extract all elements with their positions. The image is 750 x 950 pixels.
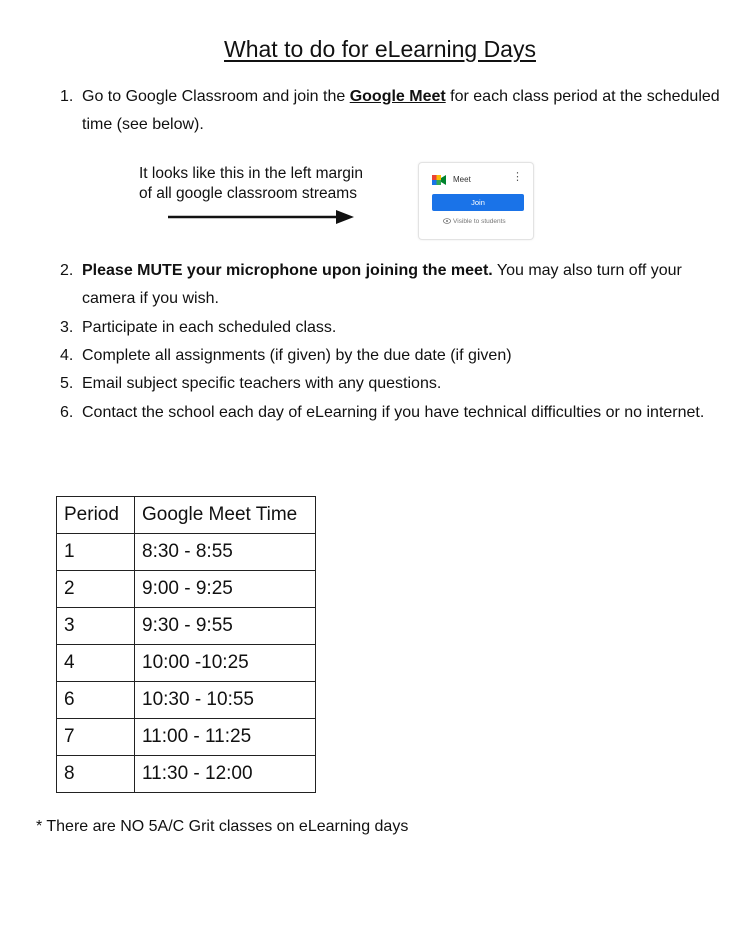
eye-icon [443,218,451,224]
table-row [57,571,316,608]
time-cell: 11:30 - 12:00 [135,756,316,793]
table-row [57,645,316,682]
more-options-icon[interactable]: ⋮ [512,171,523,183]
column-header-period: Period [57,497,135,534]
table-row [57,608,316,645]
google-meet-link[interactable]: Google Meet [349,88,446,105]
period-cell: 2 [57,571,135,608]
period-cell: 4 [57,645,135,682]
visibility-note: Visible to students [443,218,506,225]
meet-label: Meet [453,175,471,184]
table-row [57,756,316,793]
table-row [57,682,316,719]
time-cell: 9:30 - 9:55 [135,608,316,645]
period-cell: 3 [57,608,135,645]
step-3: 3. Participate in each scheduled class. [60,319,337,336]
step-2: 2. Please MUTE your microphone upon joining the meet. You may also turn off your camera if you wish. [60,262,682,307]
table-header-row [57,497,316,534]
step-5: 5. Email subject specific teachers with any questions. [60,375,442,392]
schedule-table [56,496,316,793]
period-cell: 6 [57,682,135,719]
time-cell: 9:00 - 9:25 [135,571,316,608]
period-cell: 1 [57,534,135,571]
arrow-right-icon [166,207,356,227]
join-button[interactable]: Join [432,194,524,211]
meet-card [418,162,534,240]
footnote: * There are NO 5A/C Grit classes on eLearning days [36,818,409,835]
time-cell: 10:30 - 10:55 [135,682,316,719]
step-6: 6. Contact the school each day of eLearning if you have technical difficulties or no internet. [60,404,705,421]
time-cell: 8:30 - 8:55 [135,534,316,571]
margin-note: It looks like this in the left margin of all google classroom streams [139,165,363,202]
period-cell: 7 [57,719,135,756]
step-1: 1. Go to Google Classroom and join the Google Meet for each class period at the scheduled time (see below). [60,88,720,133]
table-row [57,534,316,571]
column-header-time: Google Meet Time [135,497,316,534]
page-title: What to do for eLearning Days [224,36,536,62]
time-cell: 11:00 - 11:25 [135,719,316,756]
period-cell: 8 [57,756,135,793]
step-4: 4. Complete all assignments (if given) by the due date (if given) [60,347,512,364]
time-cell: 10:00 -10:25 [135,645,316,682]
table-row [57,719,316,756]
google-meet-icon [432,175,446,185]
